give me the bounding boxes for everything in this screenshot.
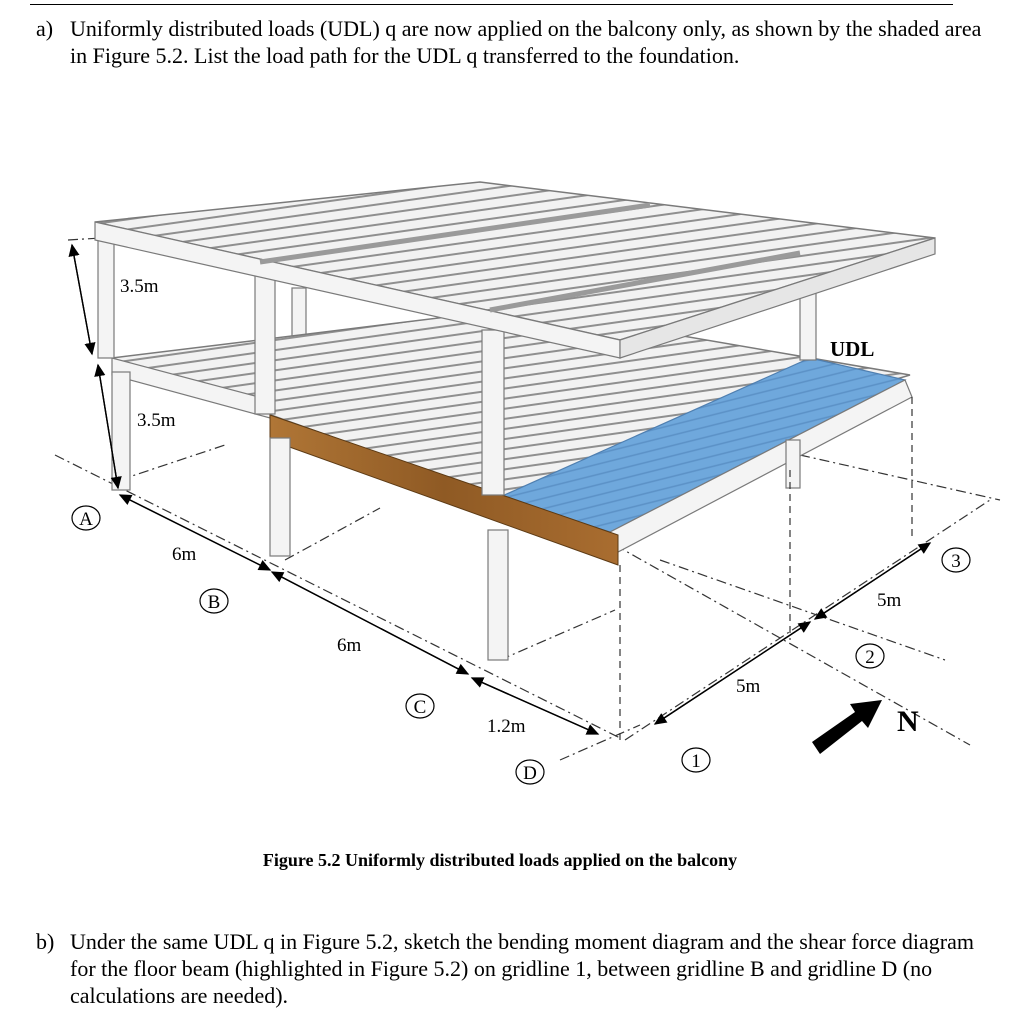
gridline-c-label: C xyxy=(413,697,427,718)
gridline-2-label: 2 xyxy=(865,647,875,668)
north-label: N xyxy=(897,705,919,738)
span-label-a-b: 6m xyxy=(172,544,197,565)
udl-label: UDL xyxy=(830,337,875,361)
question-b-text: Under the same UDL q in Figure 5.2, sketch the bending moment diagram and the shear force diagram for the floor beam (highlighted in Figure 5.2) on gridline 1, between gridline B and gridline D (no calculations are needed). xyxy=(70,929,974,1008)
question-a-label: a) xyxy=(36,16,54,41)
gridline-d-label: D xyxy=(523,763,537,784)
gridline-1-label: 1 xyxy=(691,751,701,772)
height-label-lower: 3.5m xyxy=(137,410,176,431)
figure-caption: Figure 5.2 Uniformly distributed loads applied on the balcony xyxy=(262,850,738,870)
height-label-upper: 3.5m xyxy=(120,276,159,297)
span-label-1-2: 5m xyxy=(736,676,761,697)
span-label-b-c: 6m xyxy=(337,635,362,656)
north-arrow-icon xyxy=(812,700,882,754)
question-b-label: b) xyxy=(36,929,55,954)
span-label-c-d: 1.2m xyxy=(487,716,526,737)
question-a-text: Uniformly distributed loads (UDL) q are now applied on the balcony only, as shown by the shaded area in Figure 5.2. List the load path for the UDL q transferred to the foundation. xyxy=(70,16,982,68)
span-label-2-3: 5m xyxy=(877,590,902,611)
gridline-b-label: B xyxy=(207,592,221,613)
gridline-a-label: A xyxy=(79,509,93,530)
gridline-3-label: 3 xyxy=(951,551,961,572)
gridline-bubbles xyxy=(72,506,970,784)
